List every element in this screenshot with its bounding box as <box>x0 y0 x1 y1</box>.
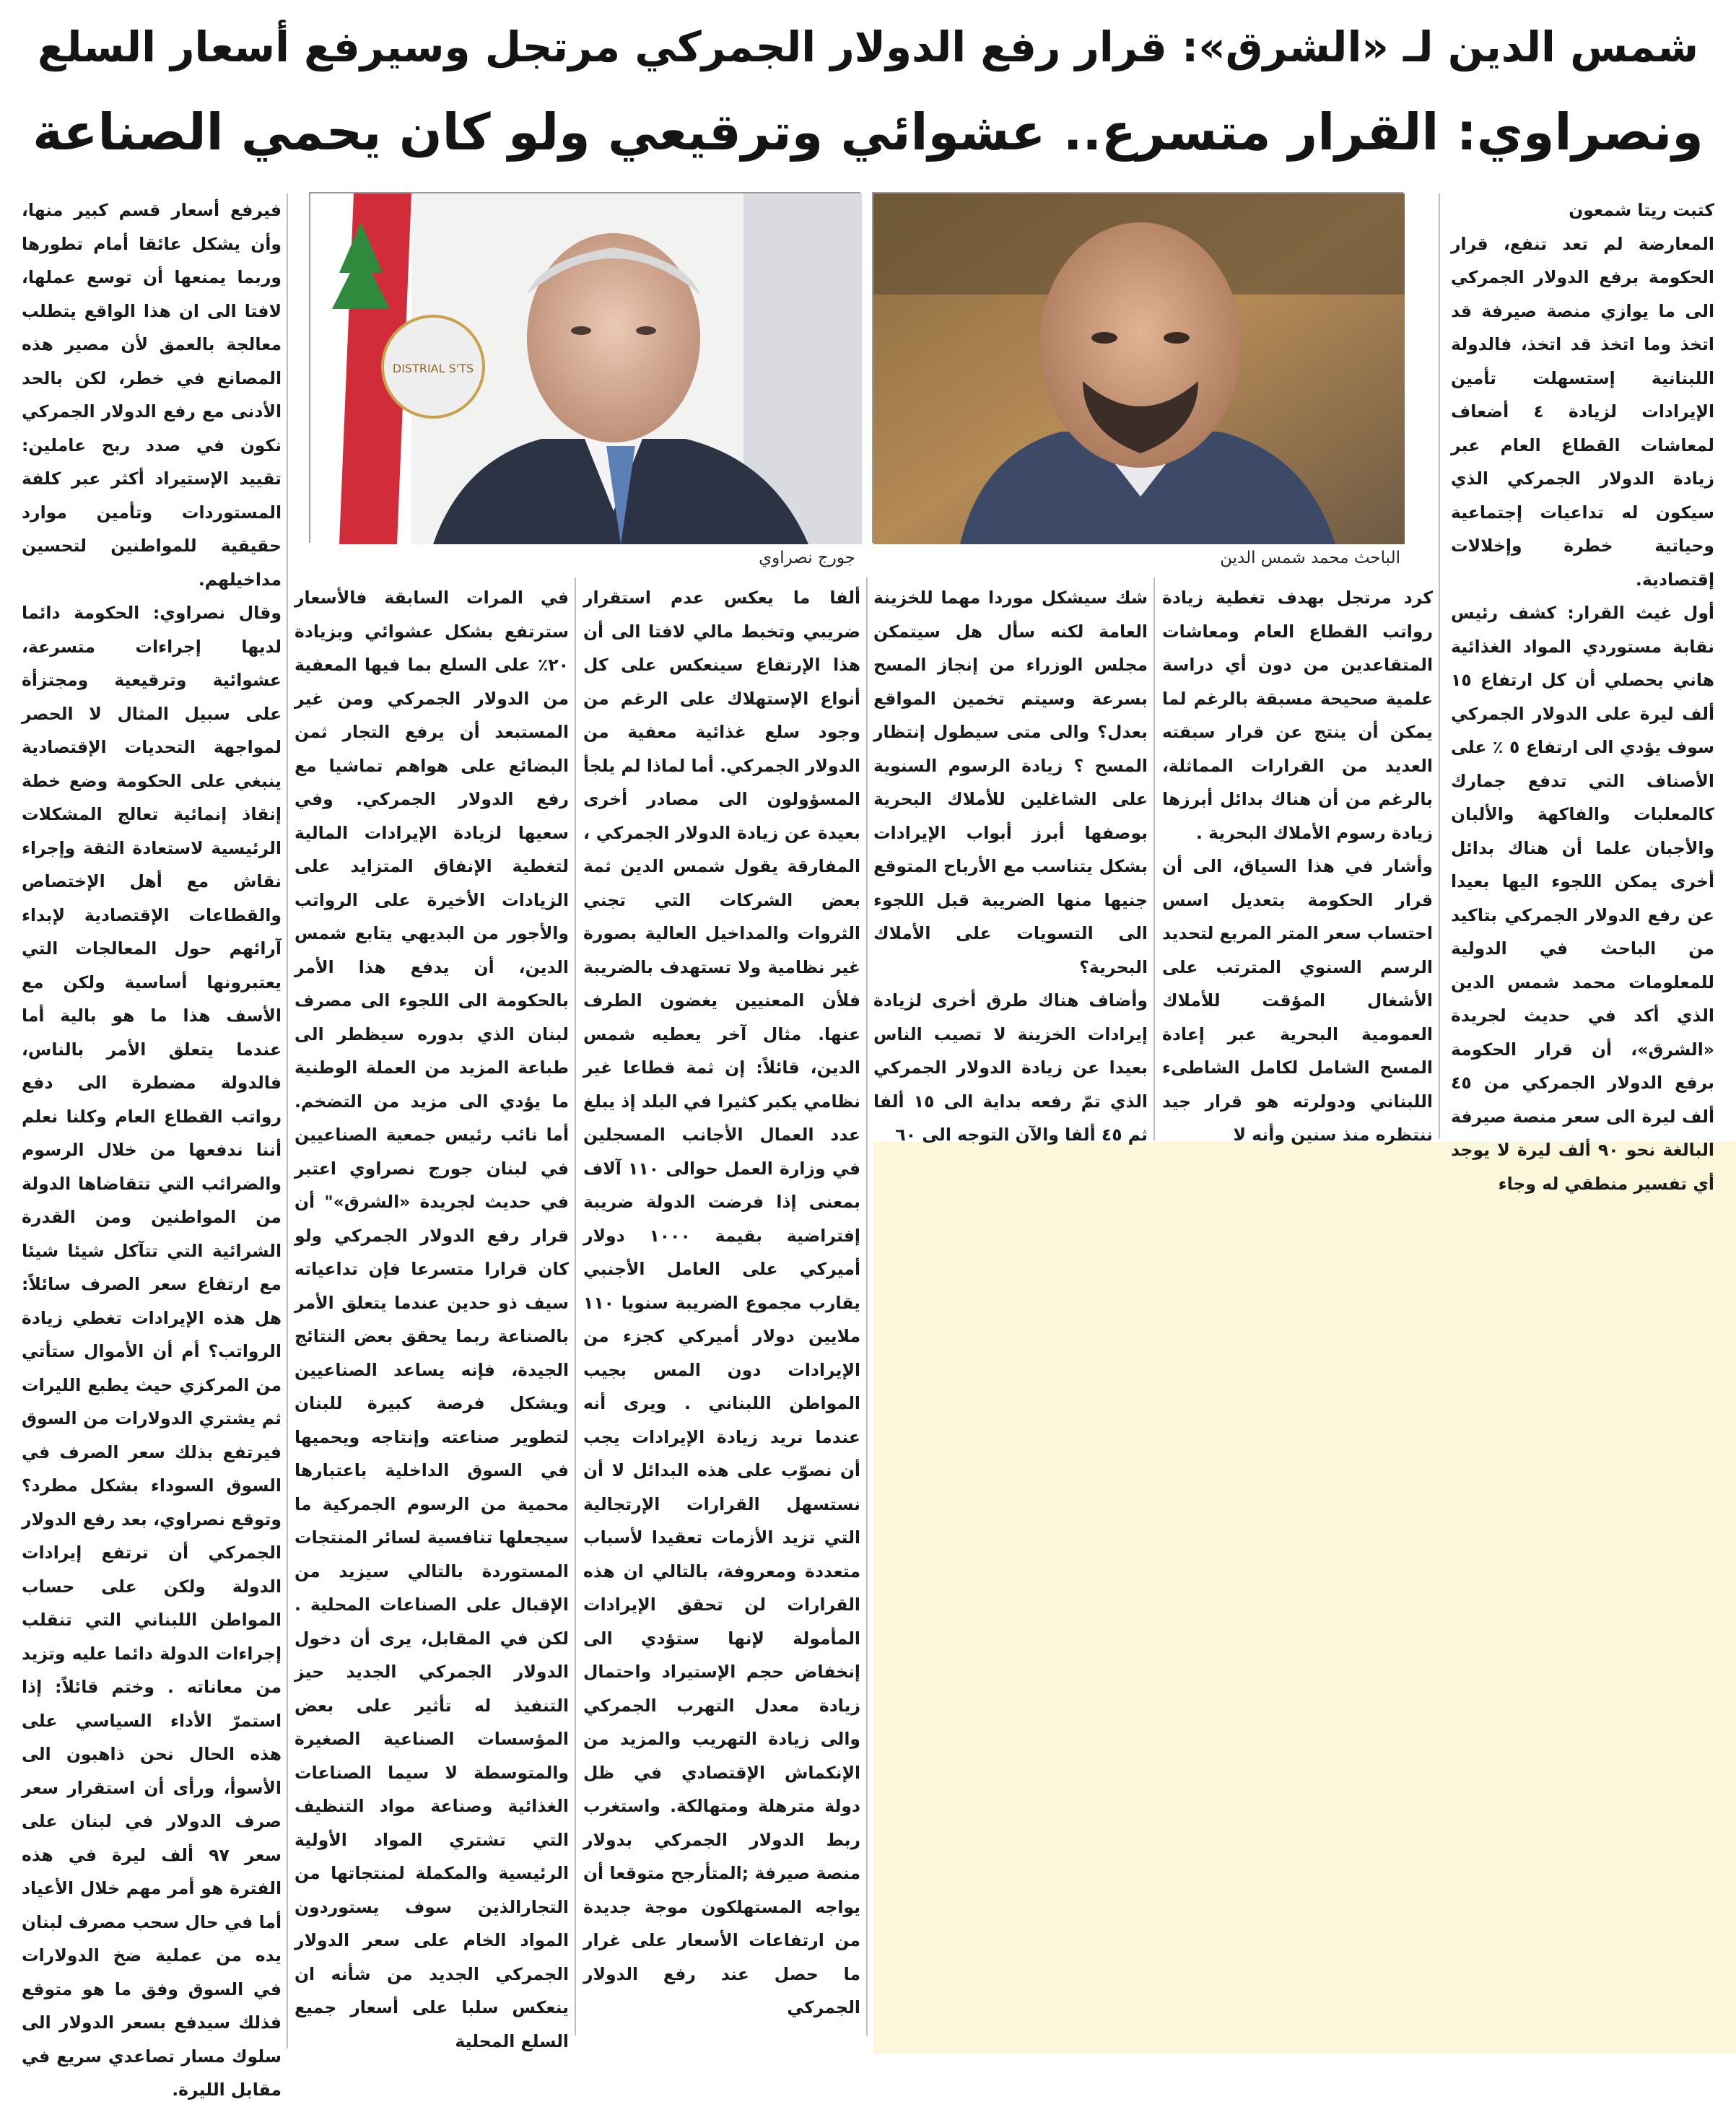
headline-line-1: شمس الدين لـ «الشرق»: قرار رفع الدولار الجمركي مرتجل وسيرفع أسعار السلع <box>37 22 1699 71</box>
paragraph: في المرات السابقة فالأسعار سترتفع بشكل عشوائي وبزيادة ٢٠٪ على السلع بما فيها المعفية من الدولار الجمركي ومن غير المستبعد أن يرفع التجار ثمن البضائع على هواهم تماشيا مع رفع الدولار الجمركي. وفي سعيها لزيادة الإيرادات المالية لتغطية الإنفاق المتزايد على الزيادات الأخيرة على الرواتب والأجور من البديهي يتابع شمس الدين، أن يدفع هذا الأمر بالحكومة الى اللجوء الى مصرف لبنان الذي بدوره سيظطر الى طباعة المزيد من العملة الوطنية ما يؤدي الى مزيد من التضخم. أما نائب رئيس جمعية الصناعيين في لبنان جورج نصراوي اعتبر في حديث لجريدة «الشرق»" أن قرار رفع الدولار الجمركي ولو كان قرارا متسرعا فإن تداعياته سيف ذو حدين عندما يتعلق الأمر بالصناعة ربما يحقق بعض النتائج الجيدة، فإنه يساعد الصناعيين ويشكل فرصة كبيرة للبنان لتطوير صناعته وإنتاجه ويحميها في السوق الداخلية باعتبارها محمية من الرسوم الجمركية ما سيجعلها تنافسية لسائر المنتجات المستوردة بالتالي سيزيد من الإقبال على الصناعات المحلية . لكن في المقابل، يرى أن دخول الدولار الجمركي الجديد حيز التنفيذ له تأثير على بعض المؤسسات الصناعية الصغيرة والمتوسطة لا سيما الصناعات الغذائية وصناعة مواد التنظيف التي تشتري المواد الأولية الرئيسية والمكملة لمنتجاتها من التجارالذين سوف يستوردون المواد الخام على سعر الدولار الجمركي الجديد من شأنه ان ينعكس سلبا على أسعار جميع السلع المحلية <box>295 588 569 2051</box>
headline-line-2: ونصراوي: القرار متسرع.. عشوائي وترقيعي ولو كان يحمي الصناعة <box>32 102 1704 162</box>
article-column-5 <box>295 581 569 2051</box>
column-divider <box>1439 193 1440 1139</box>
column-divider <box>575 577 576 2036</box>
background-panel <box>873 1142 1736 2054</box>
paragraph: وأضاف هناك طرق أخرى لزيادة إيرادات الخزينة لا تصيب الناس بعيدا عن زيادة الدولار الجمركي الذي تمّ رفعه بداية الى ١٥ ألفا ثم ٤٥ ألفا والآن التوجه الى ٦٠ <box>873 990 1148 1145</box>
photo-george-nasraoui <box>309 192 860 543</box>
paragraph: المعارضة لم تعد تنفع، قرار الحكومة برفع الدولار الجمركي الى ما يوازي منصة صيرفة قد اتخذ وما اتخذ قد اتخذ، فالدولة اللبنانية إستسهلت تأمين الإيرادات لزيادة ٤ أضعاف لمعاشات القطاع العام عبر زيادة الدولار الجمركي الذي سيكون له تداعيات إجتماعية وحياتية خطرة وإخلالات إقتصادية. <box>1451 233 1714 590</box>
column-divider <box>866 577 868 2036</box>
paragraph: وقال نصراوي: الحكومة دائما لديها إجراءات متسرعة، عشوائية وترقيعية ومجتزأة على سبيل المثال لا الحصر لمواجهة التحديات الإقتصادية ينبغي على الحكومة وضع خطة إنقاذ إنمائية تعالج المشكلات الرئيسية لاستعادة الثقة وإجراء نقاش مع أهل الإختصاص والقطاعات الإقتصادية لإبداء آرائهم حول المعالجات التي يعتبرونها أساسية ولكن مع الأسف هذا ما هو بالية أما عندما يتعلق الأمر بالناس، فالدولة مضطرة الى دفع رواتب القطاع العام وكلنا نعلم أننا ندفعها من خلال الرسوم والضرائب التي تتقاضاها الدولة من المواطنين ومن القدرة الشرائية التي تتآكل شيئا شيئا مع ارتفاع سعر الصرف سائلاً: هل هذه الإيرادات تغطي زيادة الرواتب؟ أم أن الأموال ستأتي من المركزي حيث يطبع الليرات ثم يشتري الدولارات من السوق فيرتفع بذلك سعر الصرف في السوق السوداء بشكل مطرد؟ وتوقع نصراوي، بعد رفع الدولار الجمركي أن ترتفع إيرادات الدولة ولكن على حساب المواطن اللبناني التي تنقلب إجراءات الدولة دائما عليه وتزيد من معاناته . وختم قائلاً: إذا استمرّ الأداء السياسي على هذه الحال نحن ذاهبون الى الأسوأ، ورأى أن استقرار سعر صرف الدولار في لبنان على سعر ٩٧ ألف ليرة في هذه الفترة هو أمر مهم خلال الأعياد أما في حال سحب مصرف لبنان يده من عملية ضخ الدولارات في السوق وفق ما هو متوقع فذلك سيدفع بسعر الدولار الى سلوك مسار تصاعدي سريع في مقابل الليرة. <box>22 603 282 2100</box>
article-column-2 <box>1162 581 1433 1145</box>
article-column-1 <box>1451 193 1714 1194</box>
photo-caption-chamseddine: الباحث محمد شمس الدين <box>1220 549 1400 567</box>
column-divider <box>287 193 288 2049</box>
article-column-6 <box>22 193 282 2100</box>
photo-caption-nasraoui: جورج نصراوي <box>759 549 855 567</box>
portrait-man-with-flag-icon <box>310 193 862 544</box>
paragraph: أول غيث القرار: كشف رئيس نقابة مستوردي المواد الغذائية هاني بحصلي أن كل ارتفاع ١٥ ألف ليرة على الدولار الجمركي سوف يؤدي الى ارتفاع ٥ ٪ على الأصناف التي تدفع جمارك كالمعلبات والفاكهة والألبان والأجبان علما أن هناك بدائل أخرى يمكن اللجوء اليها بعيدا عن رفع الدولار الجمركي بتاكيد من الباحث في الدولية للمعلومات محمد شمس الدين الذي أكد في حديث لجريدة «الشرق»، أن قرار الحكومة برفع الدولار الجمركي من ٤٥ ألف ليرة الى سعر منصة صيرفة البالغة نحو ٩٠ ألف ليرة لا يوجد أي تفسير منطقي له وجاء <box>1451 603 1714 1194</box>
column-divider <box>1153 577 1155 1140</box>
paragraph: شك سيشكل موردا مهما للخزينة العامة لكنه سأل هل سيتمكن مجلس الوزراء من إنجاز المسح بسرعة وسيتم تخمين المواقع بعدل؟ والى متى سيطول إنتظار المسح ؟ زيادة الرسوم السنوية على الشاغلين للأملاك البحرية بوصفها أبرز أبواب الإيرادات بشكل يتناسب مع الأرباح المتوقع جنيها منها الضريبة قبل اللجوء الى التسويات على الأملاك البحرية؟ <box>873 588 1148 977</box>
paragraph: وأشار في هذا السياق، الى أن قرار الحكومة بتعديل اسس احتساب سعر المتر المربع لتحديد الرسم السنوي المترتب على الأشغال المؤقت للأملاك العمومية البحرية عبر إعادة المسح الشامل لكامل الشاطىء اللبناني ودولرته هو قرار جيد ننتظره منذ سنين وأنه لا <box>1162 856 1433 1145</box>
portrait-man-icon <box>873 193 1405 544</box>
article-column-4 <box>583 581 860 2046</box>
article-column-3 <box>873 581 1148 1145</box>
paragraph: ألفا ما يعكس عدم استقرار ضريبي وتخبط مالي لافتا الى أن هذا الإرتفاع سينعكس على كل أنواع الإستهلاك على الرغم من وجود سلع غذائية معفية من الدولار الجمركي. أما لماذا لم يلجأ المسؤولون الى مصادر أخرى بعيدة عن زيادة الدولار الجمركي ، المفارقة يقول شمس الدين ثمة بعض الشركات التي تجني الثروات والمداخيل العالية بصورة غير نظامية ولا تستهدف بالضريبة فلأن المعنيين يغضون الطرف عنها. مثال آخر يعطيه شمس الدين، قائلاً: إن ثمة قطاعا غير نظامي يكبر كثيرا في البلد إذ يبلغ عدد العمال الأجانب المسجلين في وزارة العمل حوالى ١١٠ آلاف بمعنى إذا فرضت الدولة ضريبة إفتراضية بقيمة ١٠٠٠ دولار أميركي على العامل الأجنبي يقارب مجموع الضريبة سنويا ١١٠ ملايين دولار أميركي كجزء من الإيرادات دون المس بجيب المواطن اللبناني . ويرى أنه عندما نريد زيادة الإيرادات يجب أن نصوّب على هذه البدائل لا أن نستسهل القرارات الإرتجالية التي تزيد الأزمات تعقيدا لأسباب متعددة ومعروفة، بالتالي ان هذه القرارات لن تحقق الإيرادات المأمولة لإنها ستؤدي الى إنخفاض حجم الإستيراد واحتمال زيادة معدل التهرب الجمركي والى زيادة التهريب والمزيد من الإنكماش الإقتصادي في ظل دولة مترهلة ومتهالكة. واستغرب ربط الدولار الجمركي بدولار منصة صيرفة ;المتأرجح متوقعا أن يواجه المستهلكون موجة جديدة من ارتفاعات الأسعار على غرار ما حصل عند رفع الدولار الجمركي <box>583 588 860 2017</box>
paragraph: فيرفع أسعار قسم كبير منها، وأن يشكل عائقا أمام تطورها وربما يمنعها أن توسع عملها، لافتا الى ان هذا الواقع يتطلب معالجة بالعمق لأن مصير هذه المصانع في خطر، لكن بالحد الأدنى مع رفع الدولار الجمركي نكون في صدد ربح عاملين: تقييد الإستيراد أكثر عبر كلفة المستوردات وتأمين موارد حقيقية للمواطنين لتحسين مداخيلهم. <box>22 200 282 590</box>
byline: كتبت ريتا شمعون <box>1569 200 1714 220</box>
paragraph: كرد مرتجل بهدف تغطية زيادة رواتب القطاع العام ومعاشات المتقاعدين من دون أي دراسة علمية صحيحة مسبقة بالرغم لما يمكن أن ينتج عن قرار سبقته العديد من القرارات المماثلة، بالرغم من أن هناك بدائل أبرزها زيادة رسوم الأملاك البحرية . <box>1162 588 1433 843</box>
photo-mohamad-chamseddine <box>872 192 1403 543</box>
emblem-text: DISTRIAL S'TS <box>392 362 474 375</box>
